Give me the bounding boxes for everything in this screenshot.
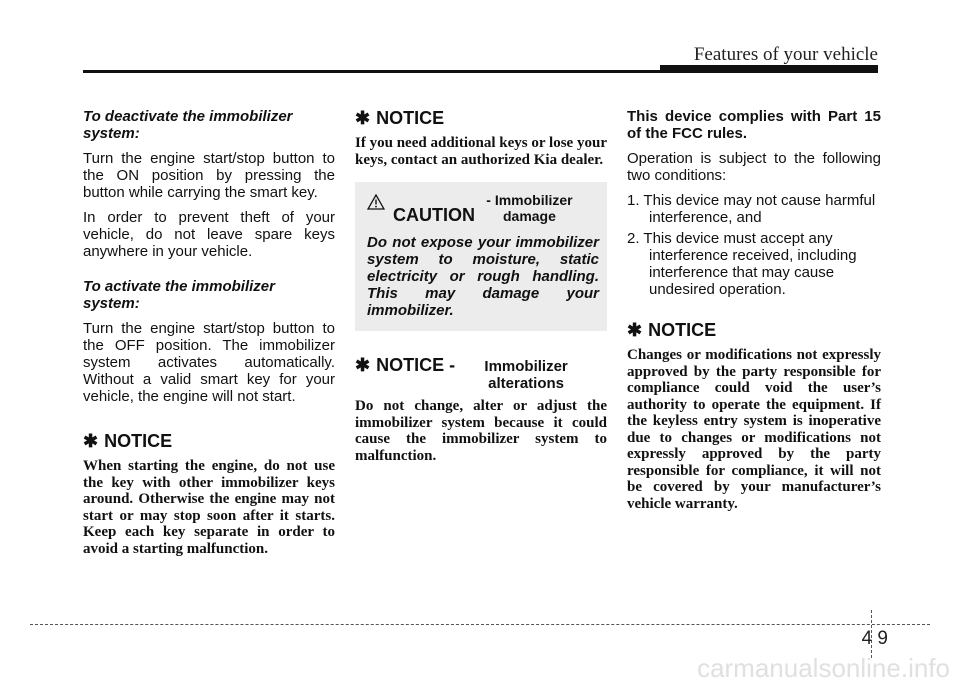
notice-label: NOTICE xyxy=(104,431,173,451)
notice-label: NOTICE - xyxy=(376,355,456,375)
watermark: carmanualsonline.info xyxy=(697,653,950,683)
warning-triangle-icon xyxy=(367,194,385,210)
star-icon: ✱ xyxy=(627,320,643,340)
column-right xyxy=(627,108,881,512)
notice-subtitle: Immobilizer alterations xyxy=(484,358,568,392)
star-icon: ✱ xyxy=(83,431,99,451)
notice-heading xyxy=(355,108,607,129)
notice-label: NOTICE xyxy=(648,320,717,340)
caution-label: CAUTION xyxy=(393,205,475,225)
notice-heading xyxy=(83,431,335,452)
star-icon: ✱ xyxy=(355,108,371,128)
notice-text: Do not change, alter or adjust the immobilizer system because it could cause the immobilizer system to malfunction. xyxy=(355,398,607,464)
notice-text: When starting the engine, do not use the key with other immobilizer keys around. Otherwise the engine may not start or may stop soon after it starts. Keep each key separate in order to avoid a starting malfunction. xyxy=(83,458,335,557)
deactivate-paragraph-2: In order to prevent theft of your vehicle, do not leave spare keys anywhere in your vehicle. xyxy=(83,209,335,260)
activate-paragraph: Turn the engine start/stop button to the OFF position. The immobilizer system activates automatically. Without a valid smart key for your vehicle, the engine will not start. xyxy=(83,320,335,405)
notice-label: NOTICE xyxy=(376,108,445,128)
star-icon: ✱ xyxy=(355,355,371,375)
notice-heading xyxy=(627,320,881,341)
column-middle xyxy=(355,108,607,464)
caution-text: Do not expose your immobilizer system to moisture, static electricity or rough handling. This may damage your immobilizer. xyxy=(367,234,599,319)
activate-heading: To activate the immobilizer system: xyxy=(83,278,275,312)
footer-rule xyxy=(30,624,930,625)
column-left xyxy=(83,108,335,557)
conditions-list xyxy=(627,192,881,298)
page-number: 4 9 xyxy=(861,628,888,649)
deactivate-paragraph-1: Turn the engine start/stop button to the ON position by pressing the button while carrying the smart key. xyxy=(83,150,335,201)
notice-heading xyxy=(355,355,607,392)
notice-text: Changes or modifications not expressly approved by the party responsible for compliance could void the user’s authority to operate the equipment. If the keyless entry system is inoperative due to changes or modifications not expressly approved by the party responsible for compliance, it will not be covered by your manufacturer’s vehicle warranty. xyxy=(627,347,881,512)
list-item: 2. This device must accept any interference received, including interference that may cause undesired operation. xyxy=(627,230,857,298)
caution-subtitle: - Immobilizer damage xyxy=(486,192,573,224)
deactivate-heading: To deactivate the immobilizer system: xyxy=(83,108,293,142)
notice-text: If you need additional keys or lose your keys, contact an authorized Kia dealer. xyxy=(355,135,607,168)
fcc-intro: Operation is subject to the following two conditions: xyxy=(627,150,881,184)
section-title: Features of your vehicle xyxy=(693,44,878,65)
caution-heading xyxy=(367,192,599,226)
list-item: 1. This device may not cause harmful interference, and xyxy=(627,192,876,226)
fcc-heading: This device complies with Part 15 of the FCC rules. xyxy=(627,108,881,142)
caution-box xyxy=(355,182,607,331)
header-rule-accent xyxy=(660,65,878,73)
